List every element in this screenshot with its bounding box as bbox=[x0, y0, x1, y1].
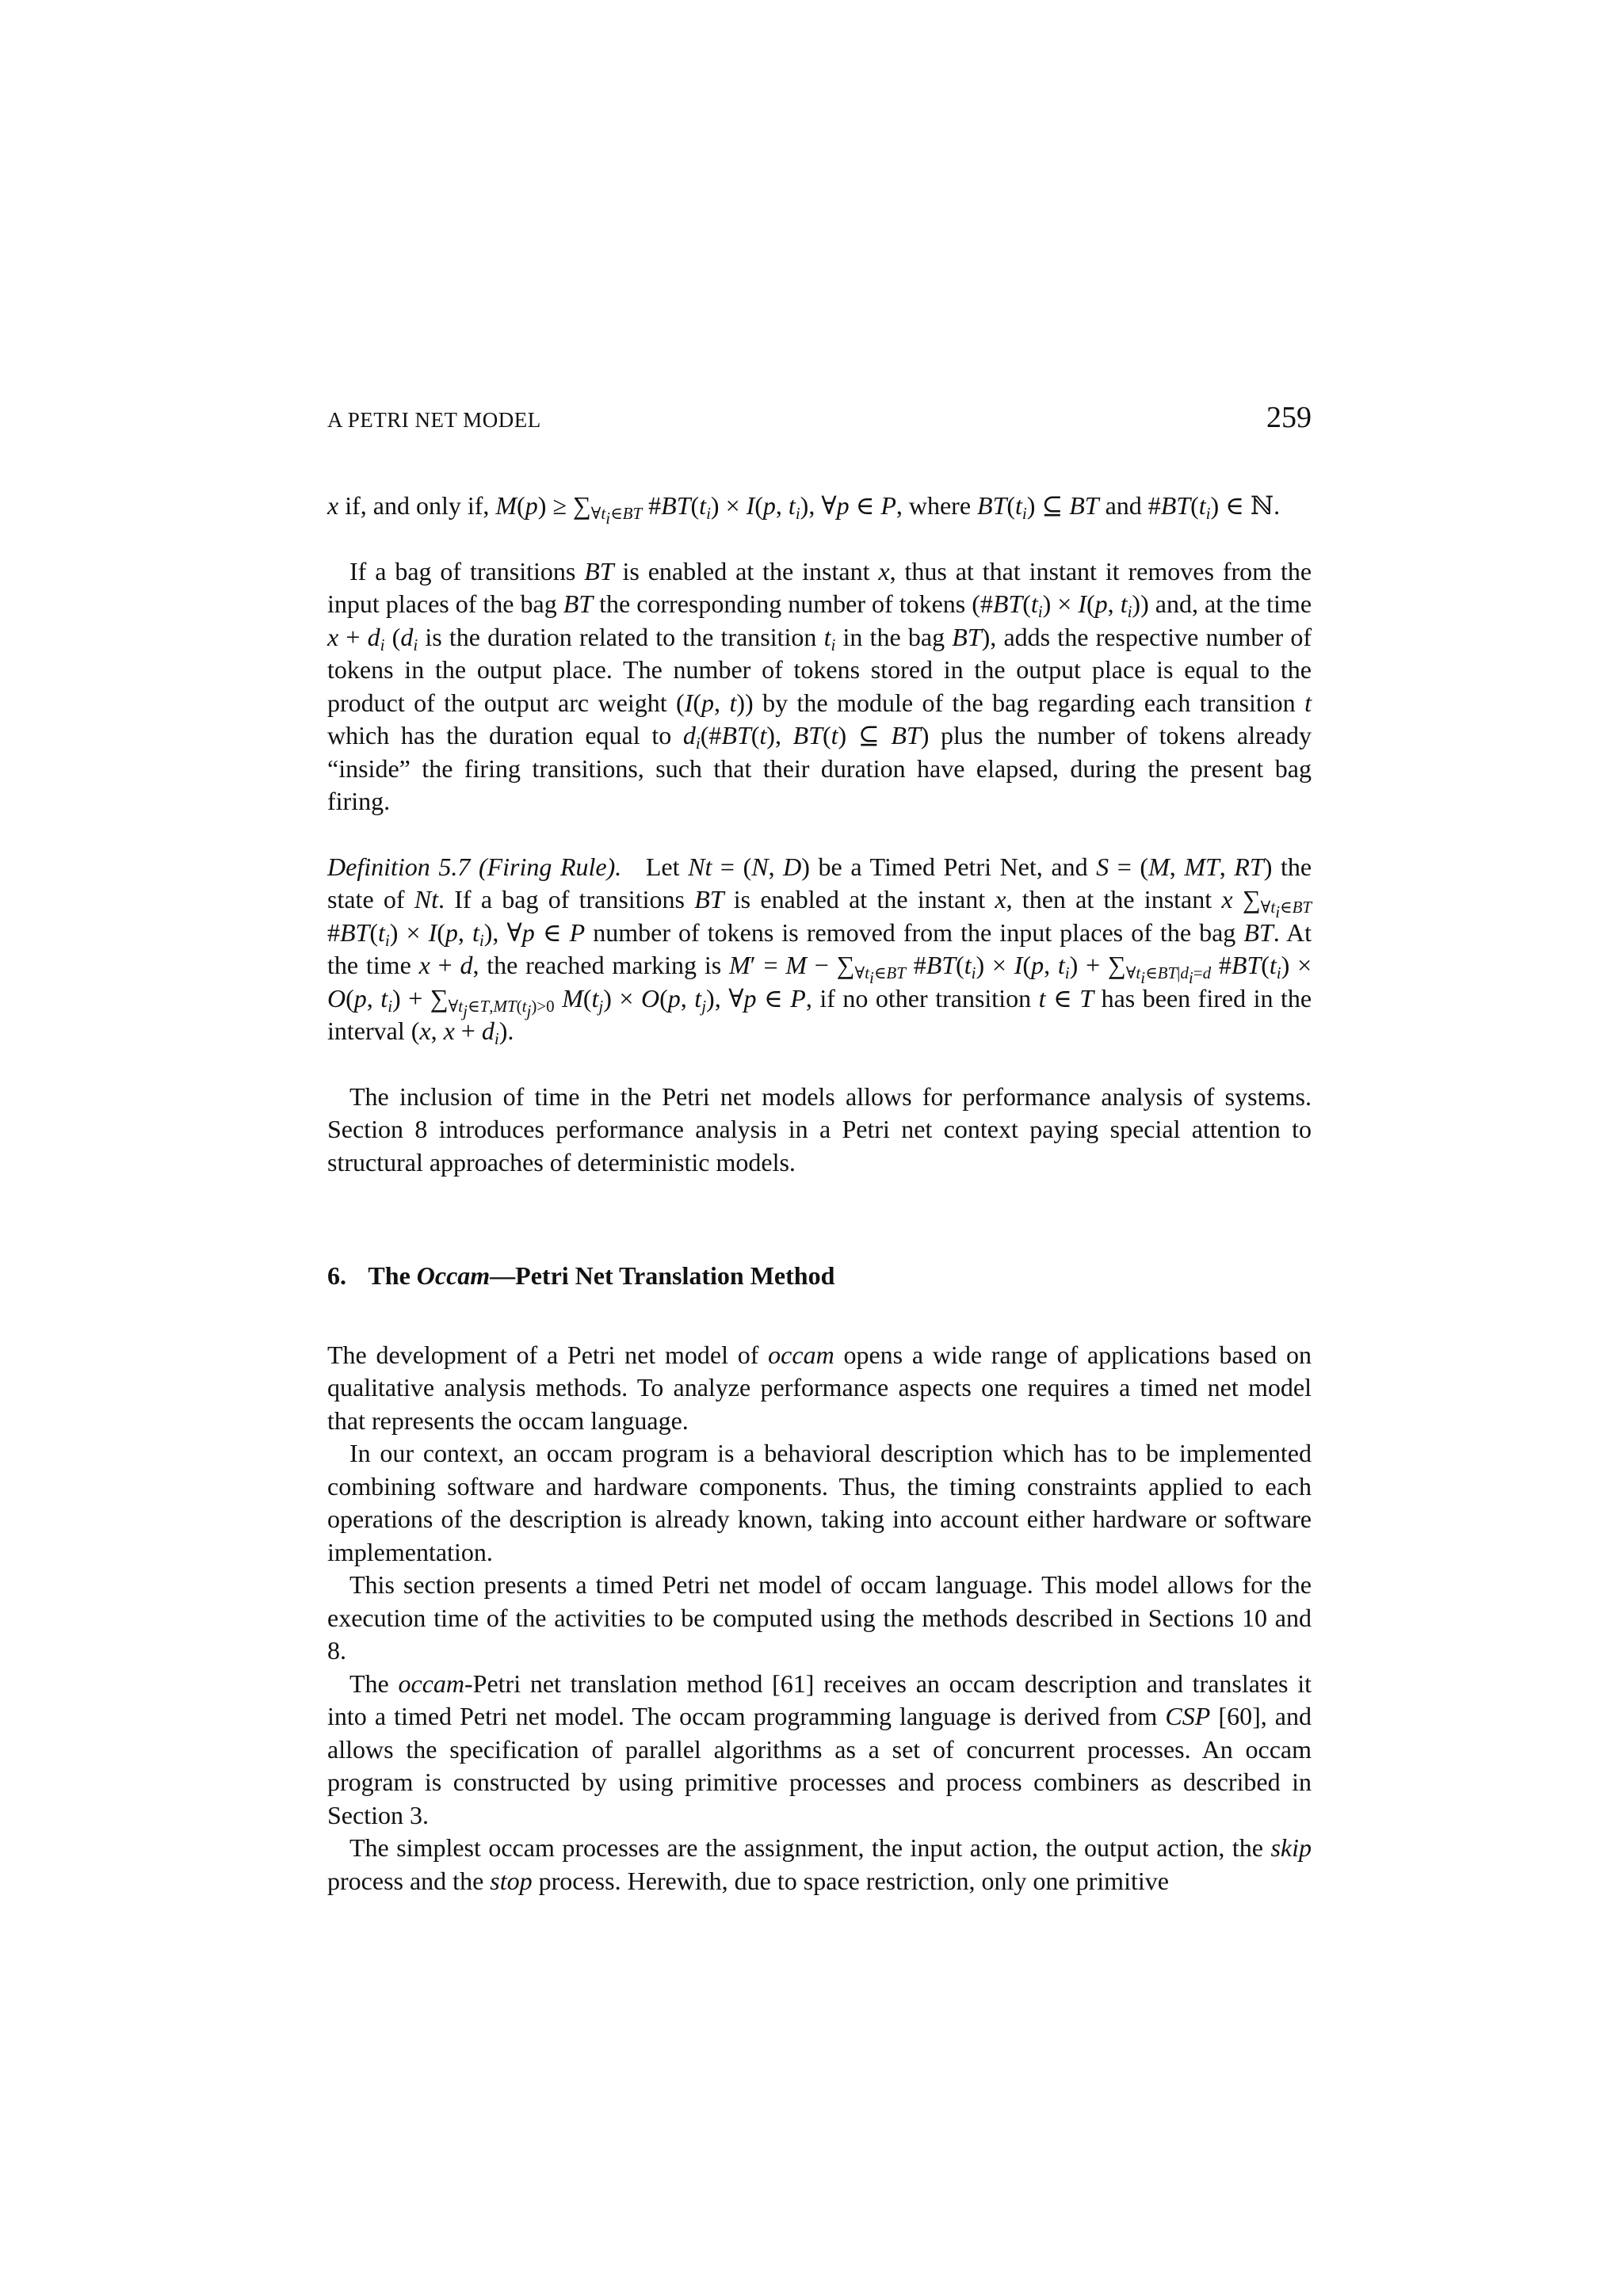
section-number: 6. bbox=[327, 1261, 346, 1290]
page-number: 259 bbox=[1266, 401, 1312, 434]
section-heading: 6. The Occam—Petri Net Translation Method bbox=[327, 1261, 835, 1290]
section-paragraph-4: The occam-Petri net translation method [61] receives an occam description and translates it into a timed Petri net model. The occam programming language is derived from CSP [60], and allows the specification of parallel algorithms as a set of concurrent processes. An occam program is constructed by using primitive processes and process combiners as described in Section 3. bbox=[327, 1669, 1312, 1829]
section-paragraph-3: This section presents a timed Petri net model of occam language. This model allows for the execution time of the activities to be computed using the methods described in Sections 10 and 8. bbox=[327, 1570, 1312, 1665]
section-paragraph-1: The development of a Petri net model of occam opens a wide range of applications based on qualitative analysis methods. To analyze performance aspects one requires a timed net model that represents the occam language. bbox=[327, 1340, 1312, 1435]
running-head: A PETRI NET MODEL bbox=[327, 408, 541, 432]
page-body bbox=[327, 490, 1312, 1897]
section-paragraph-5: The simplest occam processes are the assignment, the input action, the output action, the skip process and the stop process. Herewith, due to space restriction, only one primitive bbox=[327, 1833, 1312, 1895]
definition-firing-rule: Definition 5.7 (Firing Rule). Let Nt = (N, D) be a Timed Petri Net, and S = (M, MT, RT) the state of Nt. If a bag of transitions BT is enabled at the instant x, then at the instant x $\sum_{\forall t_i\in BT}$ $\#BT(t_i) \times I(p$, $t_i$), ∀p ∈ P number of tokens is removed from the input places of the bag BT. At the time x + d, the reached marking is $M' = M - \sum_{\forall t_i\in BT}$ $\#BT(t_i) \times I(p$, $t_i) + \sum_{\forall t_i\in BT|d_i=d}$ $\#BT(t_i) \times O(p$, $t_i) + \sum_{\forall t_j\in T,MT(t_j)>0}$ $M(t_j) \times O(p$, $t_j$), ∀p ∈ P, if no other transition t ∈ T has been fired in the interval (x, $x + d_i$). bbox=[327, 852, 1312, 1048]
definition-label: Definition 5.7 (Firing Rule). bbox=[327, 852, 622, 881]
page-header bbox=[327, 400, 1312, 435]
paragraph-bag-firing: If a bag of transitions BT is enabled at the instant x, thus at that instant it removes from the input places of the bag BT the corresponding number of tokens ($\#BT(t_i) \times I(p$, $t_i$)) and, at the time $x + d_i$ ($d_i$ is the duration related to the transition $t_i$ in the bag BT), adds the respective number of tokens in the output place. The number of tokens stored in the output place is equal to the product of the output arc weight (I(p, t)) by the module of the bag regarding each transition t which has the duration equal to $d_i(\#BT(t)$, BT(t) ⊆ BT) plus the number of tokens already “inside” the firing transitions, such that their duration have elapsed, during the present bag firing. bbox=[327, 556, 1312, 815]
section-paragraph-2: In our context, an occam program is a behavioral description which has to be implemented combining software and hardware components. Thus, the timing constraints applied to each operations of the description is already known, taking into account either hardware or software implementation. bbox=[327, 1439, 1312, 1566]
paragraph-enabling-condition: x if, and only if, $M(p) \ge \sum_{\forall t_i\in BT}$ $\#BT(t_i) \times I(p$, $t_i$), ∀p ∈ P, where $BT(t_i)$ ⊆ BT and $\#BT(t_i)$ ∈ ℕ. bbox=[327, 491, 1281, 528]
paragraph-time-inclusion: The inclusion of time in the Petri net models allows for performance analysis of systems. Section 8 introduces performance analysis in a Petri net context paying special attention to structural approaches of deterministic models. bbox=[327, 1081, 1312, 1177]
